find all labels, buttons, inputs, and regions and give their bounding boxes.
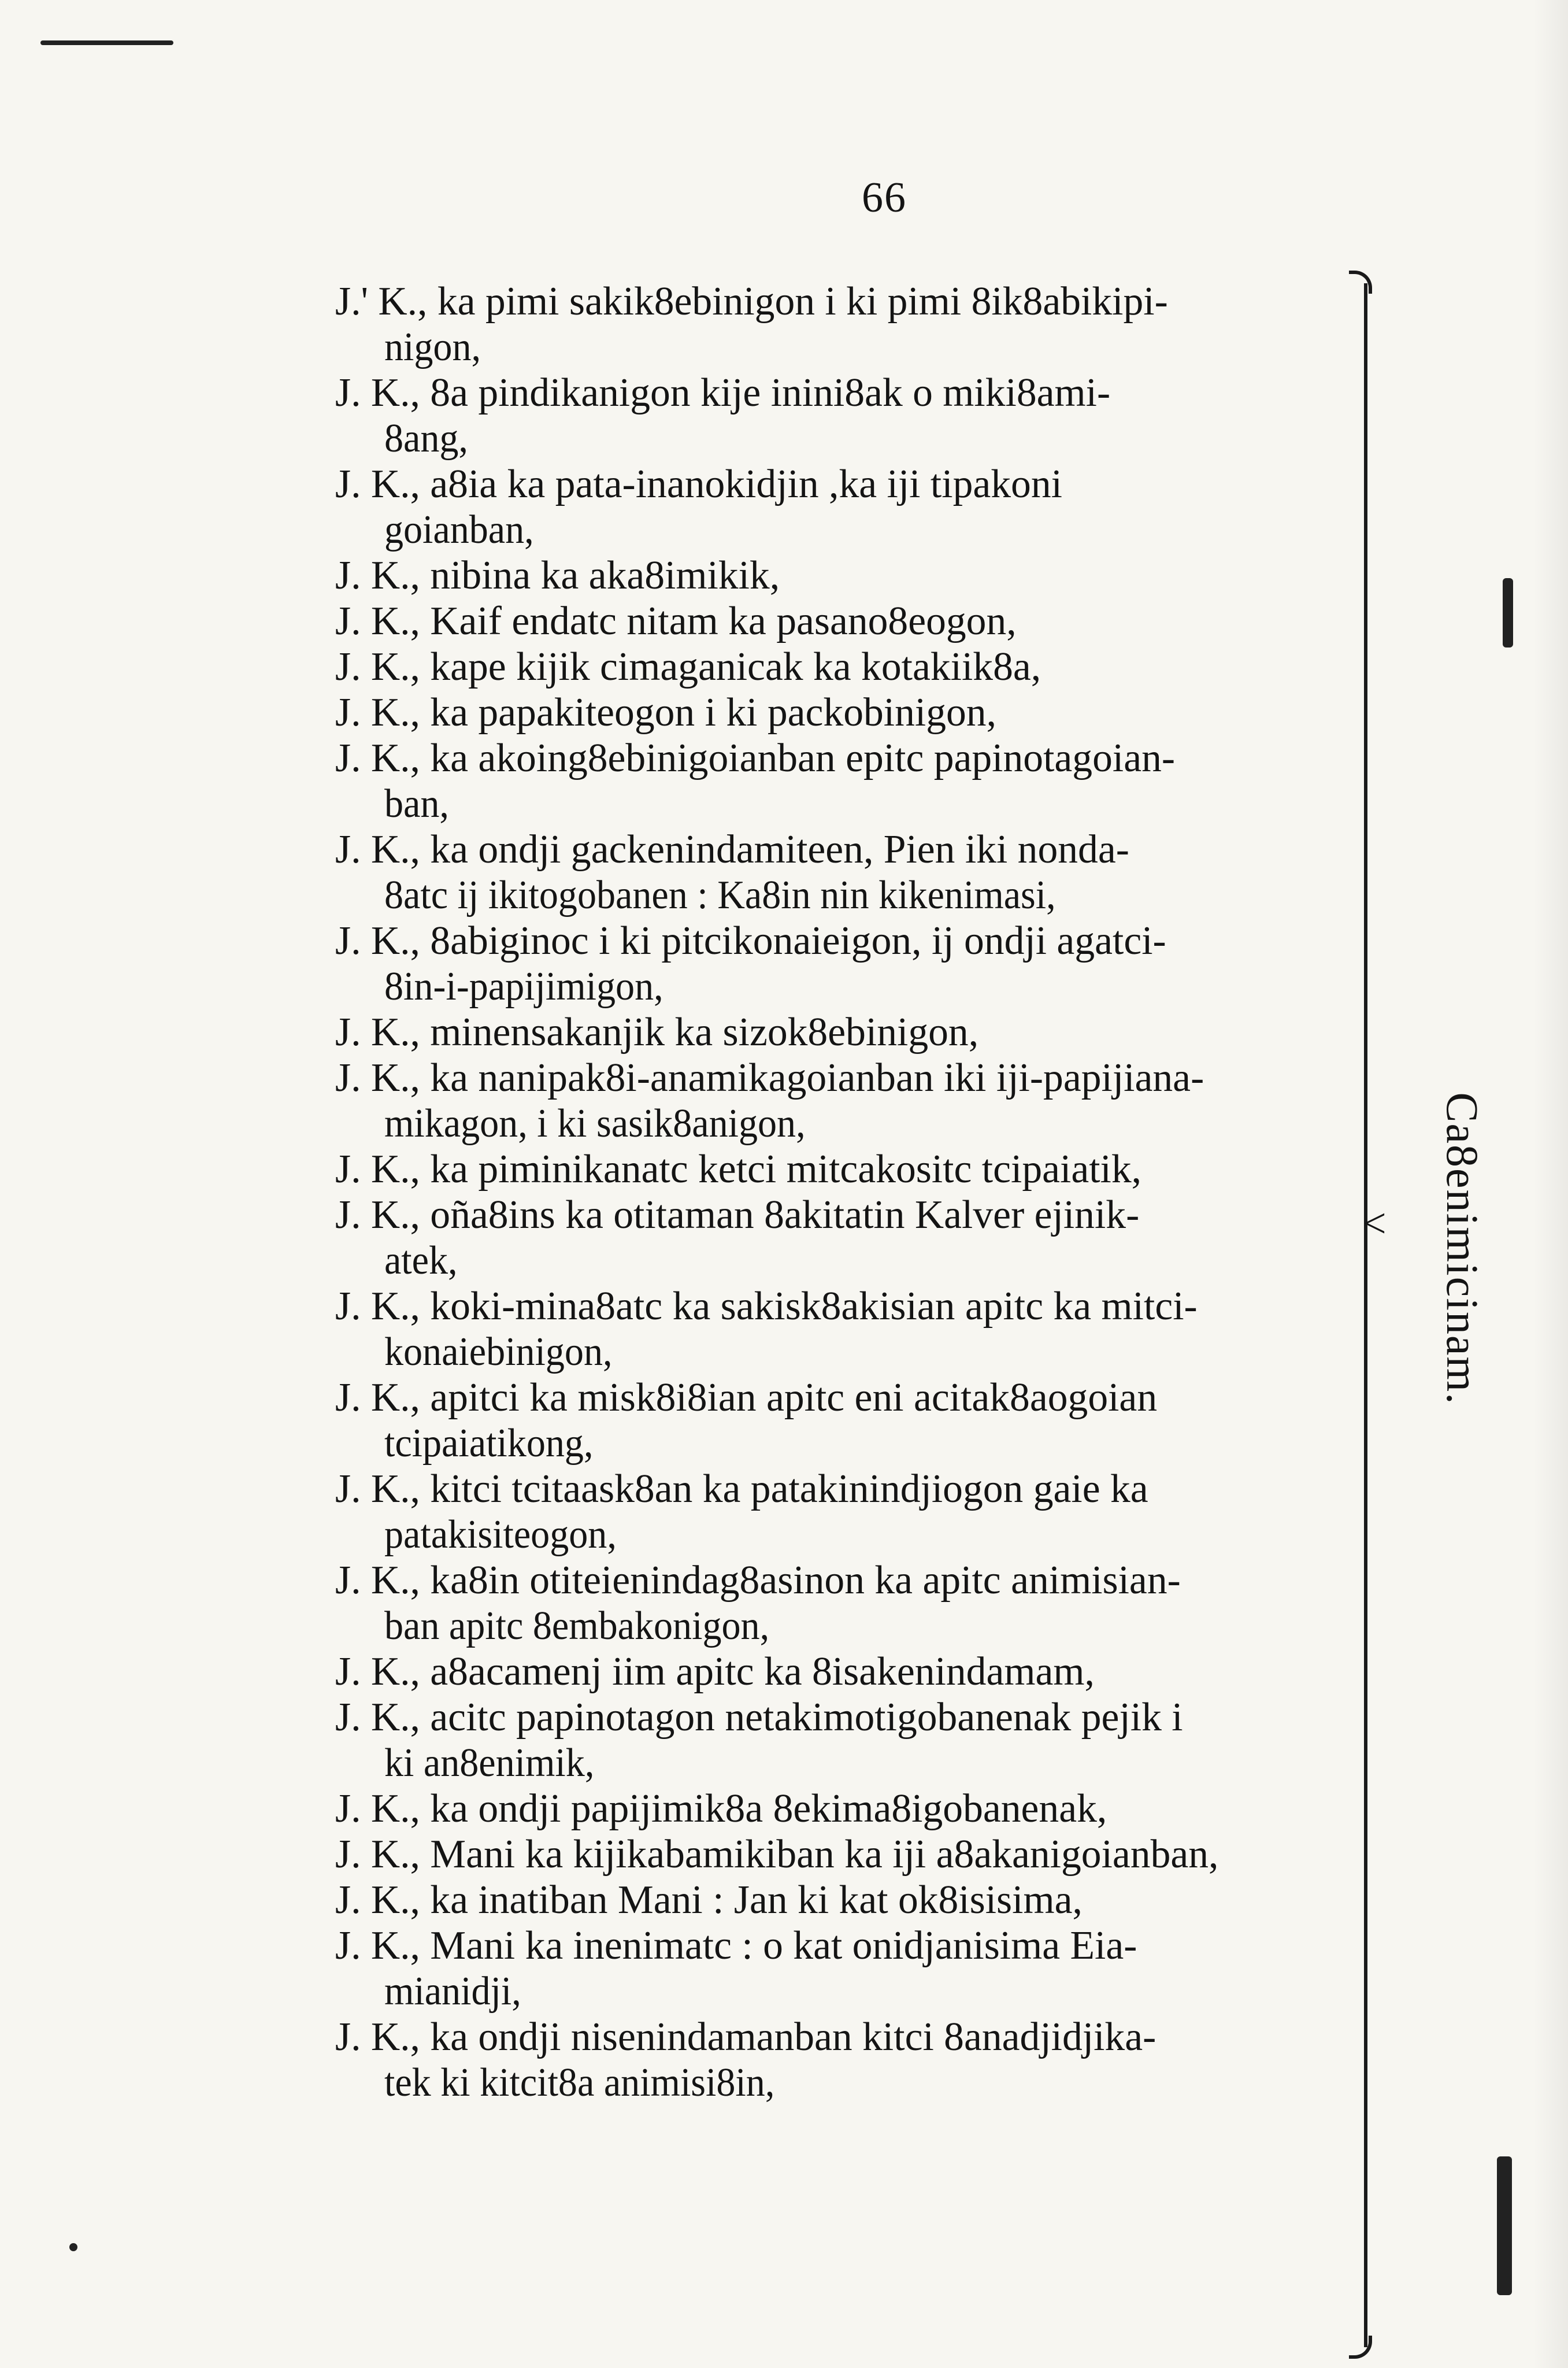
litany-entry (335, 1557, 1364, 1649)
litany-entry (335, 1192, 1364, 1283)
litany-entry (335, 1694, 1364, 1786)
litany-entry (335, 735, 1364, 827)
entry-first-line: J. K., ka ondji papijimik8a 8ekima8igobanenak, (335, 1786, 1107, 1831)
entry-first-line: J. K., Kaif endatc nitam ka pasano8eogon, (335, 599, 1017, 643)
entry-first-line: J. K., ka ondji nisenindamanban kitci 8anadjidjika- (335, 2015, 1156, 2059)
litany-entry (335, 370, 1364, 461)
entry-continuation-line: konaiebinigon, (384, 1330, 613, 1374)
entry-first-line: J. K., acitc papinotagon netakimotigobanenak pejik i (335, 1695, 1183, 1740)
entry-first-line: J. K., ka akoing8ebinigoianban epitc papinotagoian- (335, 736, 1176, 780)
litany-entry (335, 644, 1364, 690)
entry-first-line: J. K., ka8in otiteienindag8asinon ka apitc animisian- (335, 1558, 1181, 1603)
entry-first-line: J. K., 8abiginoc i ki pitcikonaieigon, ij ondji agatci- (335, 919, 1166, 963)
litany-entry (335, 1786, 1364, 1832)
right-bracket (1364, 283, 1367, 2347)
entry-continuation-line: tek ki kitcit8a animisi8in, (384, 2060, 775, 2105)
entry-continuation-line: ki an8enimik, (384, 1741, 595, 1785)
litany-entry (335, 1832, 1364, 1877)
litany-entry (335, 1009, 1364, 1055)
entry-first-line: J. K., ka ondji gackenindamiteen, Pien iki nonda- (335, 827, 1129, 872)
litany-entry (335, 461, 1364, 553)
entry-continuation-line: ban apitc 8embakonigon, (384, 1604, 770, 1648)
scan-speck (69, 2243, 77, 2251)
litany-entry (335, 1877, 1364, 1923)
entry-first-line: J. K., apitci ka misk8i8ian apitc eni acitak8aogoian (335, 1375, 1158, 1420)
litany-entry (335, 1923, 1364, 2014)
bracket-top-curl (1349, 271, 1372, 294)
litany-entry (335, 690, 1364, 735)
page-number: 66 (862, 174, 907, 221)
litany-entry (335, 918, 1364, 1009)
entry-continuation-line: 8in-i-papijimigon, (384, 964, 663, 1009)
bracket-point: < (1363, 1200, 1387, 1246)
litany-entry (335, 1146, 1364, 1192)
entry-first-line: J. K., oña8ins ka otitaman 8akitatin Kalver ejinik- (335, 1193, 1140, 1237)
entry-first-line: J. K., ka papakiteogon i ki packobinigon, (335, 690, 997, 735)
entry-first-line: J. K., Mani ka inenimatc : o kat onidjanisima Eia- (335, 1923, 1137, 1968)
entry-first-line: J. K., Mani ka kijikabamikiban ka iji a8akanigoianban, (335, 1832, 1219, 1877)
entry-first-line: J. K., kitci tcitaask8an ka patakinindjiogon gaie ka (335, 1467, 1148, 1511)
litany-entry (335, 1375, 1364, 1466)
entry-continuation-line: 8ang, (384, 416, 468, 461)
entry-first-line: J. K., a8ia ka pata-inanokidjin ,ka iji tipakoni (335, 462, 1062, 506)
entry-continuation-line: mianidji, (384, 1969, 521, 2014)
entry-first-line: J. K., ka piminikanatc ketci mitcakositc tcipaiatik, (335, 1147, 1142, 1192)
entry-continuation-line: mikagon, i ki sasik8anigon, (384, 1101, 806, 1146)
entry-first-line: J.' K., ka pimi sakik8ebinigon i ki pimi 8ik8abikipi- (335, 279, 1168, 324)
entry-continuation-line: tcipaiatikong, (384, 1421, 594, 1466)
litany-entry (335, 1055, 1364, 1146)
litany-text-block (335, 279, 1364, 2106)
entry-first-line: J. K., kape kijik cimaganicak ka kotakiik8a, (335, 645, 1041, 689)
entry-first-line: J. K., ka inatiban Mani : Jan ki kat ok8isisima, (335, 1878, 1083, 1922)
litany-entry (335, 827, 1364, 918)
scan-edge-shadow (1533, 0, 1568, 2368)
entry-continuation-line: patakisiteogon, (384, 1512, 617, 1557)
entry-first-line: J. K., koki-mina8atc ka sakisk8akisian apitc ka mitci- (335, 1284, 1198, 1329)
litany-entry (335, 2014, 1364, 2106)
entry-first-line: J. K., 8a pindikanigon kije inini8ak o miki8ami- (335, 371, 1111, 415)
scan-speck (1503, 578, 1513, 648)
entry-continuation-line: 8atc ij ikitogobanen : Ka8in nin kikenimasi, (384, 873, 1056, 917)
litany-entry (335, 598, 1364, 644)
entry-first-line: J. K., nibina ka aka8imikik, (335, 553, 780, 598)
bracket-bottom-curl (1349, 2336, 1372, 2359)
entry-first-line: J. K., minensakanjik ka sizok8ebinigon, (335, 1010, 979, 1054)
litany-entry (335, 1466, 1364, 1557)
litany-entry (335, 1649, 1364, 1694)
scan-speck (1497, 2156, 1512, 2295)
entry-continuation-line: goianban, (384, 508, 534, 552)
litany-entry (335, 1283, 1364, 1375)
scan-speck (40, 40, 173, 45)
entry-continuation-line: nigon, (384, 325, 481, 369)
entry-first-line: J. K., a8acamenj iim apitc ka 8isakenindamam, (335, 1649, 1095, 1694)
entry-continuation-line: atek, (384, 1238, 458, 1283)
entry-continuation-line: ban, (384, 782, 449, 826)
side-label: Ca8enimicinam. (1437, 1092, 1488, 1405)
entry-first-line: J. K., ka nanipak8i-anamikagoianban iki iji-papijiana- (335, 1056, 1204, 1100)
litany-entry (335, 279, 1364, 370)
litany-entry (335, 553, 1364, 598)
